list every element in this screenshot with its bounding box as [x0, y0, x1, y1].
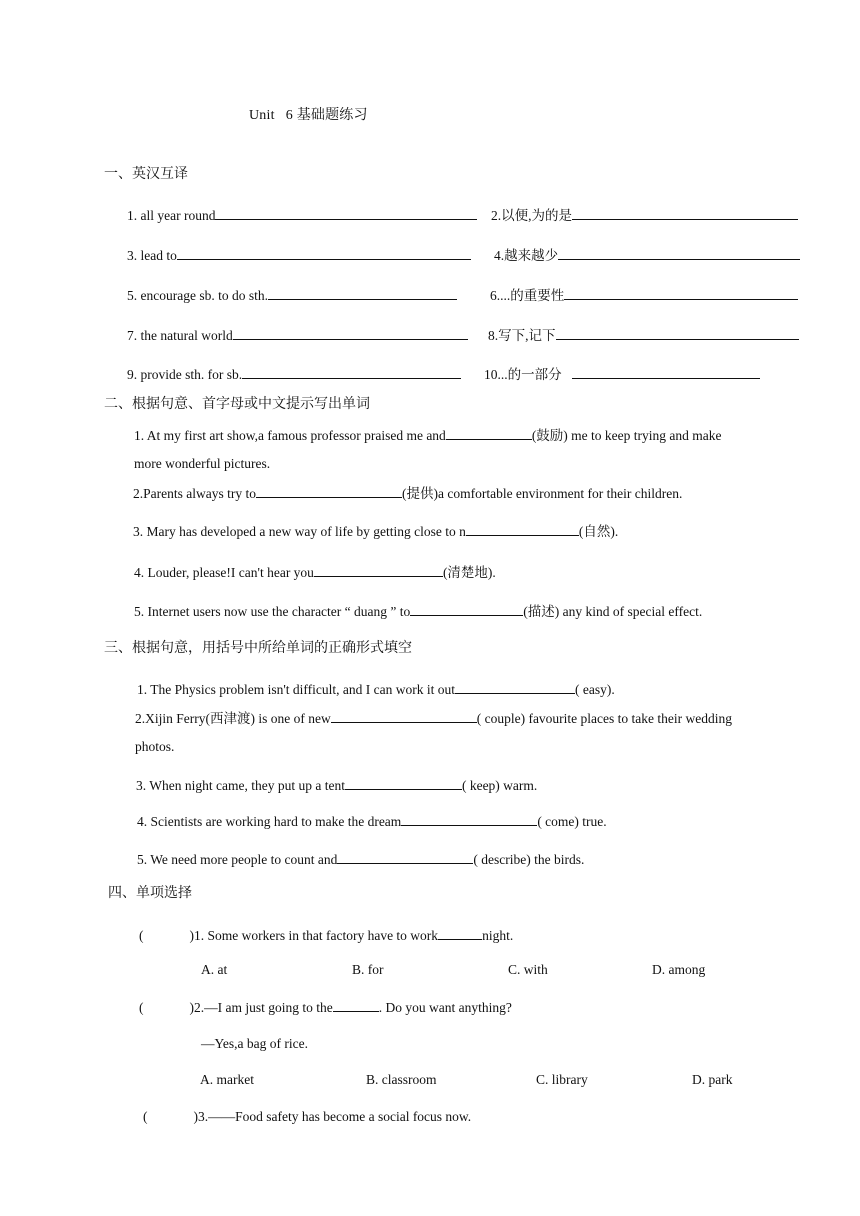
- question-text: 4. Scientists are working hard to make the dream: [137, 814, 402, 829]
- question-text: ( come) true.: [537, 814, 607, 829]
- answer-blank[interactable]: [438, 925, 482, 940]
- section-1-heading: 一、英汉互译: [104, 167, 188, 182]
- question-text: (鼓励) me to keep trying and make: [531, 428, 722, 443]
- question-3-2: [135, 705, 808, 761]
- question-2-1: [134, 422, 808, 478]
- question-4-3: [143, 1108, 471, 1126]
- question-3-1: [137, 679, 615, 699]
- question-text: (清楚地).: [442, 565, 496, 580]
- answer-blank[interactable]: [455, 679, 575, 694]
- answer-blank[interactable]: [401, 811, 537, 826]
- question-text: more wonderful pictures.: [134, 456, 271, 471]
- option-d[interactable]: D. among: [652, 962, 706, 977]
- translate-item-4: [494, 245, 800, 265]
- question-3-3: [136, 775, 537, 795]
- item-text: 2.以便,为的是: [491, 208, 572, 223]
- answer-blank[interactable]: [345, 775, 462, 790]
- question-text: . Do you want anything?: [378, 1000, 512, 1015]
- translate-item-7: [127, 325, 468, 345]
- answer-blank[interactable]: [242, 364, 461, 379]
- question-text: 2.Xijin Ferry(西津渡) is one of new: [135, 711, 331, 726]
- answer-blank[interactable]: [337, 849, 473, 864]
- question-text: 5. Internet users now use the character “ duang ” to: [134, 604, 411, 619]
- question-text: (提供)a comfortable environment for their children.: [401, 486, 683, 501]
- question-text: 1. At my first art show,a famous professor praised me and: [134, 428, 446, 443]
- answer-blank[interactable]: [268, 285, 457, 300]
- item-text: 10...的一部分: [484, 367, 562, 382]
- translate-item-2: [491, 205, 798, 225]
- translate-item-9: [127, 364, 461, 384]
- answer-blank[interactable]: [564, 285, 798, 300]
- answer-blank[interactable]: [256, 483, 402, 498]
- question-2-2: [133, 483, 682, 503]
- option-a[interactable]: A. at: [201, 962, 228, 977]
- item-text: 6....的重要性: [490, 288, 565, 303]
- item-text: 9. provide sth. for sb.: [127, 367, 243, 382]
- answer-blank[interactable]: [466, 521, 579, 536]
- question-text: 5. We need more people to count and: [137, 852, 338, 867]
- translate-item-8: [488, 325, 799, 345]
- answer-blank[interactable]: [233, 325, 468, 340]
- option-c[interactable]: C. with: [508, 962, 548, 977]
- item-text: 8.写下,记下: [488, 328, 556, 343]
- answer-paren: (: [143, 1109, 148, 1124]
- question-2-3: [133, 521, 618, 541]
- section-2-heading: 二、根据句意、首字母或中文提示写出单词: [104, 397, 370, 412]
- answer-blank[interactable]: [333, 997, 379, 1012]
- question-4-1: [139, 925, 513, 945]
- answer-blank[interactable]: [215, 205, 477, 220]
- question-2-5: [134, 601, 702, 621]
- answer-blank[interactable]: [572, 205, 798, 220]
- option-a[interactable]: A. market: [200, 1072, 254, 1087]
- question-text: 3. When night came, they put up a tent: [136, 778, 345, 793]
- answer-blank[interactable]: [331, 708, 477, 723]
- option-d[interactable]: D. park: [692, 1072, 733, 1087]
- translate-item-5: [127, 285, 457, 305]
- translate-item-1: [127, 205, 477, 225]
- translate-item-6: [490, 285, 798, 305]
- question-text: )2.—I am just going to the: [189, 1000, 333, 1015]
- question-3-4: [137, 811, 607, 831]
- answer-paren: (: [139, 928, 144, 943]
- question-text: ( easy).: [575, 682, 615, 697]
- question-text: ( describe) the birds.: [473, 852, 585, 867]
- question-text: ( couple) favourite places to take their wedding: [476, 711, 732, 726]
- item-text: 7. the natural world: [127, 328, 233, 343]
- section-4-heading: 四、单项选择: [108, 886, 192, 901]
- question-text: (描述) any kind of special effect.: [523, 604, 703, 619]
- item-text: 3. lead to: [127, 248, 177, 263]
- answer-blank[interactable]: [177, 245, 471, 260]
- item-text: 1. all year round: [127, 208, 216, 223]
- option-b[interactable]: B. classroom: [366, 1072, 437, 1087]
- question-2-4: [134, 562, 496, 582]
- option-c[interactable]: C. library: [536, 1072, 588, 1087]
- answer-blank[interactable]: [446, 425, 532, 440]
- question-text: photos.: [135, 739, 175, 754]
- translate-item-3: [127, 245, 471, 265]
- question-text: )1. Some workers in that factory have to work: [189, 928, 439, 943]
- answer-blank[interactable]: [410, 601, 523, 616]
- question-3-5: [137, 849, 584, 869]
- question-text: (自然).: [578, 524, 619, 539]
- translate-item-10: [484, 364, 760, 384]
- question-text: ( keep) warm.: [461, 778, 538, 793]
- question-text: 4. Louder, please!I can't hear you: [134, 565, 314, 580]
- answer-blank[interactable]: [314, 562, 443, 577]
- question-text: night.: [482, 928, 514, 943]
- page-title: Unit 6 基础题练习: [249, 108, 368, 123]
- section-3-heading: 三、根据句意，用括号中所给单词的正确形式填空: [104, 641, 412, 656]
- answer-blank[interactable]: [558, 245, 800, 260]
- question-4-2: [139, 997, 512, 1017]
- question-text: 1. The Physics problem isn't difficult, and I can work it out: [137, 682, 456, 697]
- item-text: 4.越来越少: [494, 248, 559, 263]
- answer-blank[interactable]: [572, 364, 760, 379]
- option-b[interactable]: B. for: [352, 962, 384, 977]
- item-text: 5. encourage sb. to do sth.: [127, 288, 268, 303]
- question-text: 3. Mary has developed a new way of life by getting close to n: [133, 524, 466, 539]
- question-text: )3.——Food safety has become a social focus now.: [193, 1109, 472, 1124]
- answer-blank[interactable]: [556, 325, 799, 340]
- question-text: 2.Parents always try to: [133, 486, 256, 501]
- dialogue-reply: —Yes,a bag of rice.: [201, 1036, 308, 1051]
- answer-paren: (: [139, 1000, 144, 1015]
